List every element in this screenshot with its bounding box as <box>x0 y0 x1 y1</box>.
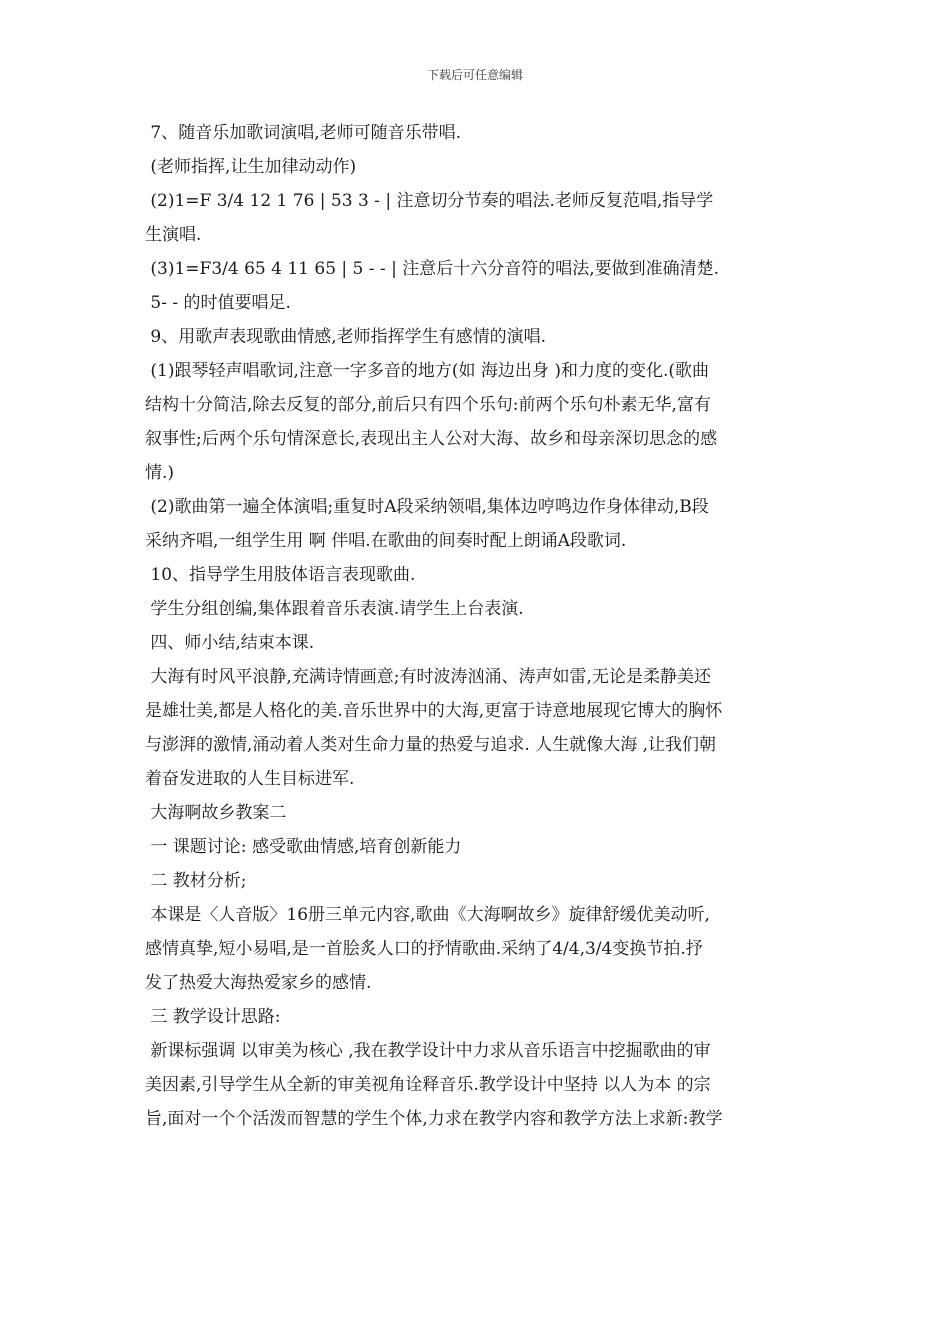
text-line: 情.) <box>145 463 175 483</box>
text-line: 四、师小结,结束本课. <box>145 633 315 653</box>
text-line: 5- - 的时值要唱足. <box>145 293 291 313</box>
text-line: 二 教材分析; <box>145 871 247 891</box>
text-line: 本课是〈人音版〉16册三单元内容,歌曲《大海啊故乡》旋律舒缓优美动听, <box>145 905 710 925</box>
text-line: (2)1=F 3/4 12 1 76 | 53 3 - | 注意切分节奏的唱法.老师反复范唱,指导学 <box>145 191 714 211</box>
text-line: 旨,面对一个个活泼而智慧的学生个体,力求在教学内容和教学方法上求新:教学 <box>145 1109 723 1129</box>
text-line: 学生分组创编,集体跟着音乐表演.请学生上台表演. <box>145 599 524 619</box>
text-line: 结构十分简洁,除去反复的部分,前后只有四个乐句:前两个乐句朴素无华,富有 <box>145 395 711 415</box>
text-line: 三 教学设计思路: <box>145 1007 281 1027</box>
text-line: (2)歌曲第一遍全体演唱;重复时A段采纳领唱,集体边哼鸣边作身体律动,B段 <box>145 497 709 517</box>
text-line: (1)跟琴轻声唱歌词,注意一字多音的地方(如 海边出身 )和力度的变化.(歌曲 <box>145 361 709 381</box>
document-body <box>145 118 815 1138</box>
text-line: 感情真挚,短小易唱,是一首脍炙人口的抒情歌曲.采纳了4/4,3/4变换节拍.抒 <box>145 939 703 959</box>
section-title: 大海啊故乡教案二 <box>145 803 287 823</box>
text-line: 7、随音乐加歌词演唱,老师可随音乐带唱. <box>145 123 462 143</box>
text-line: 大海有时风平浪静,充满诗情画意;有时波涛汹涌、涛声如雷,无论是柔静美还 <box>145 667 711 687</box>
text-line: 生演唱. <box>145 225 202 245</box>
text-line: 着奋发进取的人生目标进军. <box>145 769 355 789</box>
text-line: 发了热爱大海热爱家乡的感情. <box>145 973 372 993</box>
text-line: 美因素,引导学生从全新的审美视角诠释音乐.教学设计中坚持 以人为本 的宗 <box>145 1075 711 1095</box>
text-line: (老师指挥,让生加律动动作) <box>145 157 357 177</box>
text-line: 10、指导学生用肢体语言表现歌曲. <box>145 565 416 585</box>
text-line: 一 课题讨论: 感受歌曲情感,培育创新能力 <box>145 837 462 857</box>
text-line: 9、用歌声表现歌曲情感,老师指挥学生有感情的演唱. <box>145 327 547 347</box>
page-header: 下载后可任意编辑 <box>426 68 523 82</box>
text-line: 采纳齐唱,一组学生用 啊 伴唱.在歌曲的间奏时配上朗诵A段歌词. <box>145 531 627 551</box>
text-line: 新课标强调 以审美为核心 ,我在教学设计中力求从音乐语言中挖掘歌曲的审 <box>145 1041 711 1061</box>
text-line: 是雄壮美,都是人格化的美.音乐世界中的大海,更富于诗意地展现它博大的胸怀 <box>145 701 723 721</box>
text-line: (3)1=F3/4 65 4 11 65 | 5 - - | 注意后十六分音符的唱法,要做到准确清楚. <box>145 259 720 279</box>
text-line: 叙事性;后两个乐句情深意长,表现出主人公对大海、故乡和母亲深切思念的感 <box>145 429 718 449</box>
text-line: 与澎湃的激情,涌动着人类对生命力量的热爱与追求. 人生就像大海 ,让我们朝 <box>145 735 717 755</box>
